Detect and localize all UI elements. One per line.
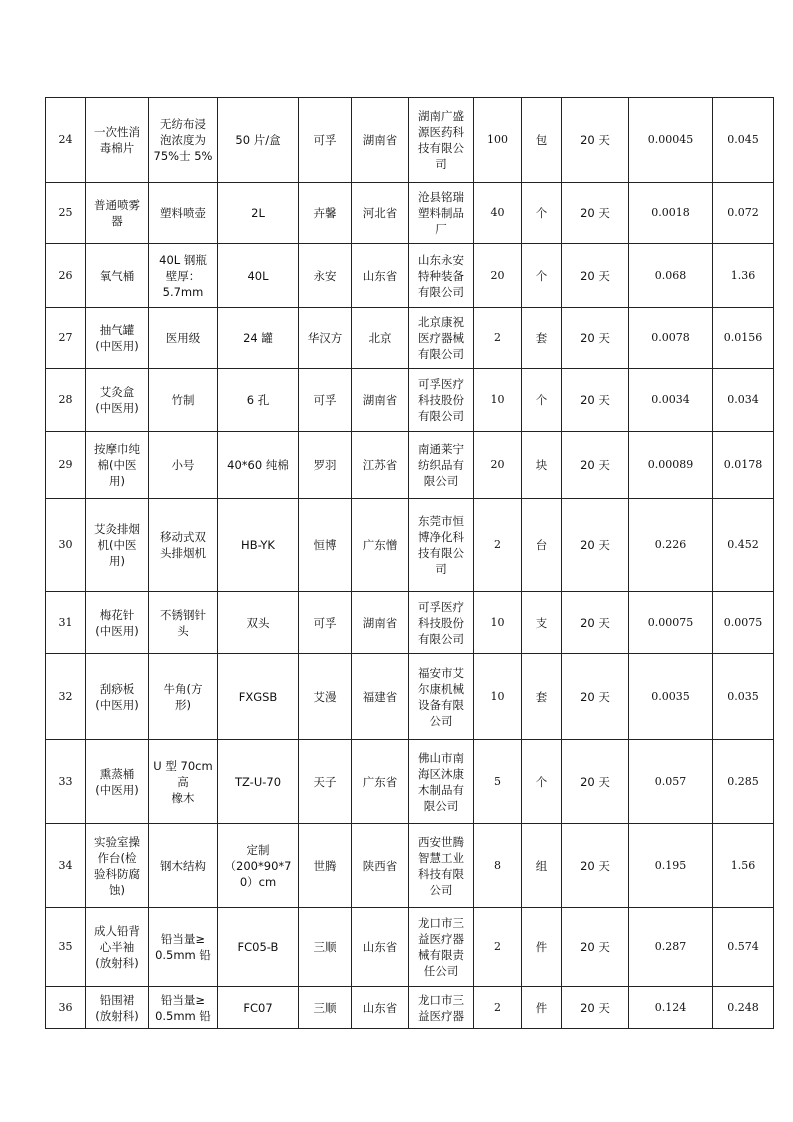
product-name-cell: 艾灸盒 (中医用) [86,369,149,432]
origin-cell: 山东省 [352,244,409,308]
delivery-period-cell: 20 天 [562,499,629,592]
item-number-cell: 27 [46,308,86,369]
unit-cell: 套 [522,654,562,740]
quantity-cell: 10 [474,369,522,432]
item-number-cell: 29 [46,432,86,499]
origin-cell: 河北省 [352,183,409,244]
model-cell: 2L [218,183,299,244]
item-number-cell: 25 [46,183,86,244]
table-row [46,592,774,654]
model-cell: FC05-B [218,908,299,987]
total-price-cell: 0.072 [713,183,774,244]
unit-price-cell: 0.00089 [629,432,713,499]
table-row [46,432,774,499]
item-number-cell: 34 [46,824,86,908]
brand-cell: 可孚 [299,592,352,654]
item-number-cell: 30 [46,499,86,592]
quantity-cell: 20 [474,244,522,308]
delivery-period-cell: 20 天 [562,908,629,987]
unit-cell: 个 [522,740,562,824]
item-number-cell: 33 [46,740,86,824]
model-cell: HB-YK [218,499,299,592]
quantity-cell: 40 [474,183,522,244]
brand-cell: 艾漫 [299,654,352,740]
quantity-cell: 100 [474,98,522,183]
unit-price-cell: 0.0035 [629,654,713,740]
unit-cell: 个 [522,183,562,244]
quantity-cell: 2 [474,908,522,987]
brand-cell: 三顺 [299,908,352,987]
brand-cell: 华汉方 [299,308,352,369]
model-cell: FXGSB [218,654,299,740]
manufacturer-cell: 东莞市恒 博净化科 技有限公 司 [409,499,474,592]
total-price-cell: 1.36 [713,244,774,308]
brand-cell: 天子 [299,740,352,824]
product-name-cell: 艾灸排烟 机(中医 用) [86,499,149,592]
model-cell: 50 片/盒 [218,98,299,183]
specification-cell: 牛角(方 形) [149,654,218,740]
origin-cell: 山东省 [352,908,409,987]
table-row [46,987,774,1029]
unit-price-cell: 0.00075 [629,592,713,654]
specification-cell: U 型 70cm 高 橡木 [149,740,218,824]
total-price-cell: 1.56 [713,824,774,908]
total-price-cell: 0.035 [713,654,774,740]
item-number-cell: 32 [46,654,86,740]
unit-cell: 台 [522,499,562,592]
manufacturer-cell: 福安市艾 尔康机械 设备有限 公司 [409,654,474,740]
specification-cell: 钢木结构 [149,824,218,908]
unit-price-cell: 0.195 [629,824,713,908]
delivery-period-cell: 20 天 [562,824,629,908]
product-name-cell: 熏蒸桶 (中医用) [86,740,149,824]
specification-cell: 铅当量≥ 0.5mm 铅 [149,908,218,987]
unit-price-cell: 0.0078 [629,308,713,369]
quantity-cell: 8 [474,824,522,908]
manufacturer-cell: 佛山市南 海区沐康 木制品有 限公司 [409,740,474,824]
manufacturer-cell: 沧县铭瑞 塑料制品 厂 [409,183,474,244]
table-row [46,369,774,432]
table-row [46,908,774,987]
unit-price-cell: 0.0034 [629,369,713,432]
manufacturer-cell: 山东永安 特种装备 有限公司 [409,244,474,308]
equipment-table [45,97,774,1029]
quantity-cell: 2 [474,499,522,592]
product-name-cell: 抽气罐 (中医用) [86,308,149,369]
table-row [46,654,774,740]
unit-cell: 件 [522,908,562,987]
specification-cell: 塑料喷壶 [149,183,218,244]
delivery-period-cell: 20 天 [562,740,629,824]
origin-cell: 北京 [352,308,409,369]
item-number-cell: 28 [46,369,86,432]
origin-cell: 福建省 [352,654,409,740]
specification-cell: 医用级 [149,308,218,369]
specification-cell: 小号 [149,432,218,499]
unit-price-cell: 0.057 [629,740,713,824]
quantity-cell: 20 [474,432,522,499]
table-row [46,98,774,183]
total-price-cell: 0.248 [713,987,774,1029]
unit-cell: 件 [522,987,562,1029]
table-row [46,824,774,908]
brand-cell: 恒博 [299,499,352,592]
product-name-cell: 刮痧板 (中医用) [86,654,149,740]
brand-cell: 三顺 [299,987,352,1029]
product-name-cell: 实验室操 作台(检 验科防腐 蚀) [86,824,149,908]
specification-cell: 铅当量≥ 0.5mm 铅 [149,987,218,1029]
delivery-period-cell: 20 天 [562,369,629,432]
delivery-period-cell: 20 天 [562,592,629,654]
origin-cell: 广东省 [352,740,409,824]
brand-cell: 可孚 [299,369,352,432]
total-price-cell: 0.0178 [713,432,774,499]
origin-cell: 江苏省 [352,432,409,499]
unit-price-cell: 0.226 [629,499,713,592]
unit-price-cell: 0.0018 [629,183,713,244]
total-price-cell: 0.034 [713,369,774,432]
unit-cell: 块 [522,432,562,499]
brand-cell: 卉馨 [299,183,352,244]
delivery-period-cell: 20 天 [562,987,629,1029]
model-cell: TZ-U-70 [218,740,299,824]
table-row [46,244,774,308]
manufacturer-cell: 湖南广盛 源医药科 技有限公 司 [409,98,474,183]
product-name-cell: 按摩巾纯 棉(中医 用) [86,432,149,499]
product-name-cell: 铅围裙 (放射科) [86,987,149,1029]
delivery-period-cell: 20 天 [562,244,629,308]
item-number-cell: 26 [46,244,86,308]
brand-cell: 罗羽 [299,432,352,499]
model-cell: 6 孔 [218,369,299,432]
unit-cell: 包 [522,98,562,183]
delivery-period-cell: 20 天 [562,98,629,183]
product-name-cell: 成人铅背 心半袖 (放射科) [86,908,149,987]
item-number-cell: 35 [46,908,86,987]
total-price-cell: 0.285 [713,740,774,824]
origin-cell: 广东憎 [352,499,409,592]
manufacturer-cell: 北京康祝 医疗器械 有限公司 [409,308,474,369]
total-price-cell: 0.574 [713,908,774,987]
manufacturer-cell: 可孚医疗 科技股份 有限公司 [409,369,474,432]
delivery-period-cell: 20 天 [562,654,629,740]
specification-cell: 竹制 [149,369,218,432]
unit-cell: 组 [522,824,562,908]
model-cell: 双头 [218,592,299,654]
brand-cell: 可孚 [299,98,352,183]
unit-price-cell: 0.00045 [629,98,713,183]
delivery-period-cell: 20 天 [562,183,629,244]
brand-cell: 世腾 [299,824,352,908]
item-number-cell: 31 [46,592,86,654]
item-number-cell: 24 [46,98,86,183]
unit-cell: 个 [522,369,562,432]
total-price-cell: 0.452 [713,499,774,592]
manufacturer-cell: 西安世腾 智慧工业 科技有限 公司 [409,824,474,908]
model-cell: 定制 （200*90*7 0）cm [218,824,299,908]
model-cell: 24 罐 [218,308,299,369]
manufacturer-cell: 南通莱宁 纺织品有 限公司 [409,432,474,499]
brand-cell: 永安 [299,244,352,308]
unit-price-cell: 0.287 [629,908,713,987]
product-name-cell: 一次性消 毒棉片 [86,98,149,183]
origin-cell: 山东省 [352,987,409,1029]
product-name-cell: 氧气桶 [86,244,149,308]
quantity-cell: 10 [474,654,522,740]
origin-cell: 湖南省 [352,592,409,654]
table-row [46,183,774,244]
product-name-cell: 普通喷雾 器 [86,183,149,244]
total-price-cell: 0.045 [713,98,774,183]
origin-cell: 湖南省 [352,98,409,183]
origin-cell: 陕西省 [352,824,409,908]
table-row [46,308,774,369]
delivery-period-cell: 20 天 [562,308,629,369]
item-number-cell: 36 [46,987,86,1029]
manufacturer-cell: 龙口市三 益医疗器 械有限责 任公司 [409,908,474,987]
table-row [46,499,774,592]
table-row [46,740,774,824]
model-cell: FC07 [218,987,299,1029]
total-price-cell: 0.0156 [713,308,774,369]
unit-price-cell: 0.124 [629,987,713,1029]
product-name-cell: 梅花针 (中医用) [86,592,149,654]
specification-cell: 不锈钢针 头 [149,592,218,654]
delivery-period-cell: 20 天 [562,432,629,499]
quantity-cell: 2 [474,987,522,1029]
manufacturer-cell: 龙口市三 益医疗器 [409,987,474,1029]
total-price-cell: 0.0075 [713,592,774,654]
model-cell: 40*60 纯棉 [218,432,299,499]
unit-cell: 个 [522,244,562,308]
origin-cell: 湖南省 [352,369,409,432]
quantity-cell: 5 [474,740,522,824]
model-cell: 40L [218,244,299,308]
specification-cell: 移动式双 头排烟机 [149,499,218,592]
quantity-cell: 10 [474,592,522,654]
manufacturer-cell: 可孚医疗 科技股份 有限公司 [409,592,474,654]
quantity-cell: 2 [474,308,522,369]
specification-cell: 无纺布浸 泡浓度为 75%士 5% [149,98,218,183]
specification-cell: 40L 钢瓶 壁厚： 5.7mm [149,244,218,308]
unit-cell: 支 [522,592,562,654]
unit-price-cell: 0.068 [629,244,713,308]
unit-cell: 套 [522,308,562,369]
